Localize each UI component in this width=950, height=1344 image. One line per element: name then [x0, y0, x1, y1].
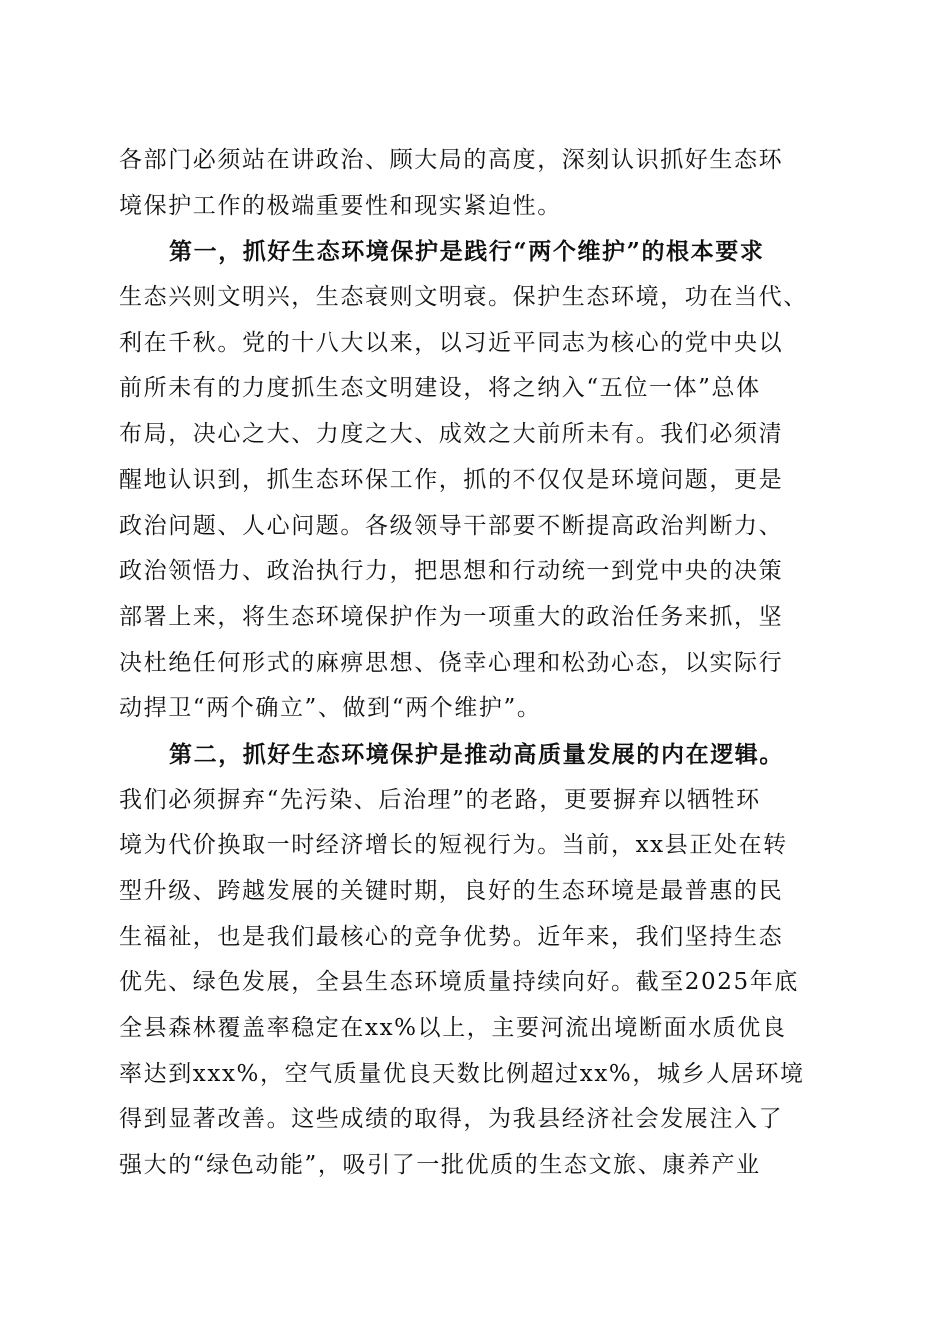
text-line: 各部门必须站在讲政治、顾大局的高度，深刻认识抓好生态环 — [119, 147, 784, 173]
text-line: 政治问题、人心问题。各级领导干部要不断提高政治判断力、 — [119, 512, 784, 539]
text-line: 型升级、跨越发展的关键时期，良好的生态环境是最普惠的民 — [119, 878, 784, 904]
text-line: 决杜绝任何形式的麻痹思想、侥幸心理和松劲心态，以实际行 — [119, 649, 784, 676]
body-text — [119, 138, 831, 1189]
text-line: 部署上来，将生态环境保护作为一项重大的政治任务来抓，坚 — [119, 603, 784, 630]
text-line: 优先、绿色发展，全县生态环境质量持续向好。截至2025年底 — [119, 969, 799, 996]
text-line: 醒地认识到，抓生态环保工作，抓的不仅仅是环境问题，更是 — [119, 466, 784, 493]
text-line: 布局，决心之大、力度之大、成效之大前所未有。我们必须清 — [119, 421, 784, 448]
text-line: 强大的“绿色动能”，吸引了一批优质的生态文旅、康养产业 — [119, 1152, 761, 1179]
text-line: 率达到xxx%，空气质量优良天数比例超过xx%，城乡人居环境 — [119, 1060, 805, 1087]
text-line: 动捍卫“两个确立”、做到“两个维护”。 — [119, 695, 542, 722]
text-line: 生福祉，也是我们最核心的竞争优势。近年来，我们坚持生态 — [119, 923, 784, 950]
text-line: 境保护工作的极端重要性和现实紧迫性。 — [119, 192, 562, 219]
text-line: 前所未有的力度抓生态文明建设，将之纳入“五位一体”总体 — [119, 375, 761, 402]
text-line: 境为代价换取一时经济增长的短视行为。当前，xx县正处在转 — [119, 832, 788, 859]
text-line: 全县森林覆盖率稳定在xx%以上，主要河流出境断面水质优良 — [119, 1015, 787, 1042]
text-line: 得到显著改善。这些成绩的取得，为我县经济社会发展注入了 — [119, 1106, 784, 1133]
section-heading-2: 第二，抓好生态环境保护是推动高质量发展的内在逻辑。 — [169, 740, 784, 768]
text-line: 政治领悟力、政治执行力，把思想和行动统一到党中央的决策 — [119, 558, 784, 585]
section-heading-1: 第一，抓好生态环境保护是践行“两个维护”的根本要求 — [169, 238, 765, 266]
text-line: 利在千秋。党的十八大以来，以习近平同志为核心的党中央以 — [119, 329, 784, 356]
text-line: 我们必须摒弃“先污染、后治理”的老路，更要摒弃以牺牲环 — [119, 786, 761, 813]
text-line: 生态兴则文明兴，生态衰则文明衰。保护生态环境，功在当代、 — [119, 284, 808, 311]
